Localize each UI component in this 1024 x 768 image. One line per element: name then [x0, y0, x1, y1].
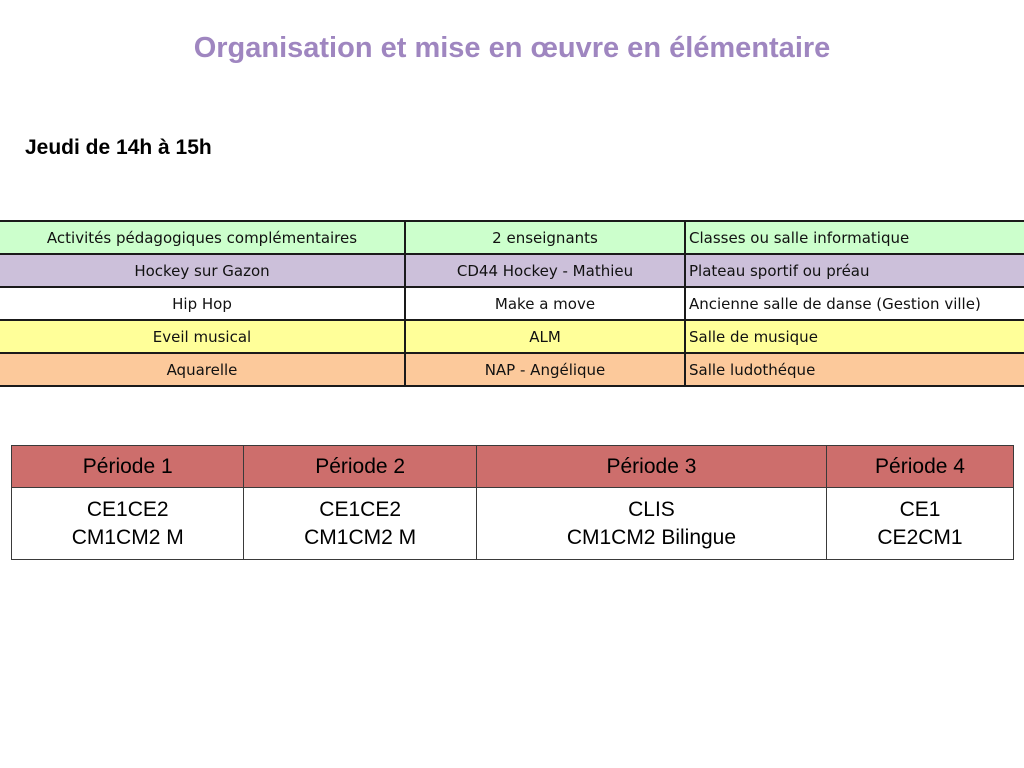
activities-table — [0, 220, 1024, 387]
provider-cell: NAP - Angélique — [405, 353, 685, 386]
periods-table — [11, 445, 1014, 560]
class-group-line: CE1 — [899, 497, 941, 521]
table-row — [0, 287, 1024, 320]
activity-cell: Hip Hop — [0, 287, 405, 320]
provider-cell: CD44 Hockey - Mathieu — [405, 254, 685, 287]
table-row — [12, 488, 1014, 560]
table-row — [0, 353, 1024, 386]
period-classes-cell — [827, 488, 1014, 560]
periods-header-row — [12, 446, 1014, 488]
activity-cell: Aquarelle — [0, 353, 405, 386]
location-cell: Salle de musique — [685, 320, 1024, 353]
class-group-line: CM1CM2 Bilingue — [566, 525, 737, 549]
period-header: Période 2 — [244, 446, 476, 488]
class-group-line: CM1CM2 M — [71, 525, 184, 549]
period-header: Période 4 — [827, 446, 1014, 488]
table-row — [0, 221, 1024, 254]
class-group-line: CE2CM1 — [877, 525, 963, 549]
class-group-line: CE1CE2 — [86, 497, 169, 521]
table-row — [0, 320, 1024, 353]
class-group-line: CE1CE2 — [319, 497, 401, 521]
table-row — [0, 254, 1024, 287]
activity-cell: Eveil musical — [0, 320, 405, 353]
activity-cell: Hockey sur Gazon — [0, 254, 405, 287]
schedule-subtitle: Jeudi de 14h à 15h — [25, 136, 212, 159]
period-header: Période 3 — [476, 446, 826, 488]
page-title: Organisation et mise en œuvre en élémentaire — [193, 32, 831, 64]
location-cell: Classes ou salle informatique — [685, 221, 1024, 254]
provider-cell: Make a move — [405, 287, 685, 320]
location-cell: Salle ludothéque — [685, 353, 1024, 386]
period-classes-cell — [244, 488, 476, 560]
period-header: Période 1 — [12, 446, 244, 488]
period-classes-cell — [476, 488, 826, 560]
location-cell: Plateau sportif ou préau — [685, 254, 1024, 287]
provider-cell: 2 enseignants — [405, 221, 685, 254]
provider-cell: ALM — [405, 320, 685, 353]
activity-cell: Activités pédagogiques complémentaires — [0, 221, 405, 254]
class-group-line: CM1CM2 M — [304, 525, 417, 549]
location-cell: Ancienne salle de danse (Gestion ville) — [685, 287, 1024, 320]
period-classes-cell — [12, 488, 244, 560]
class-group-line: CLIS — [628, 497, 675, 521]
